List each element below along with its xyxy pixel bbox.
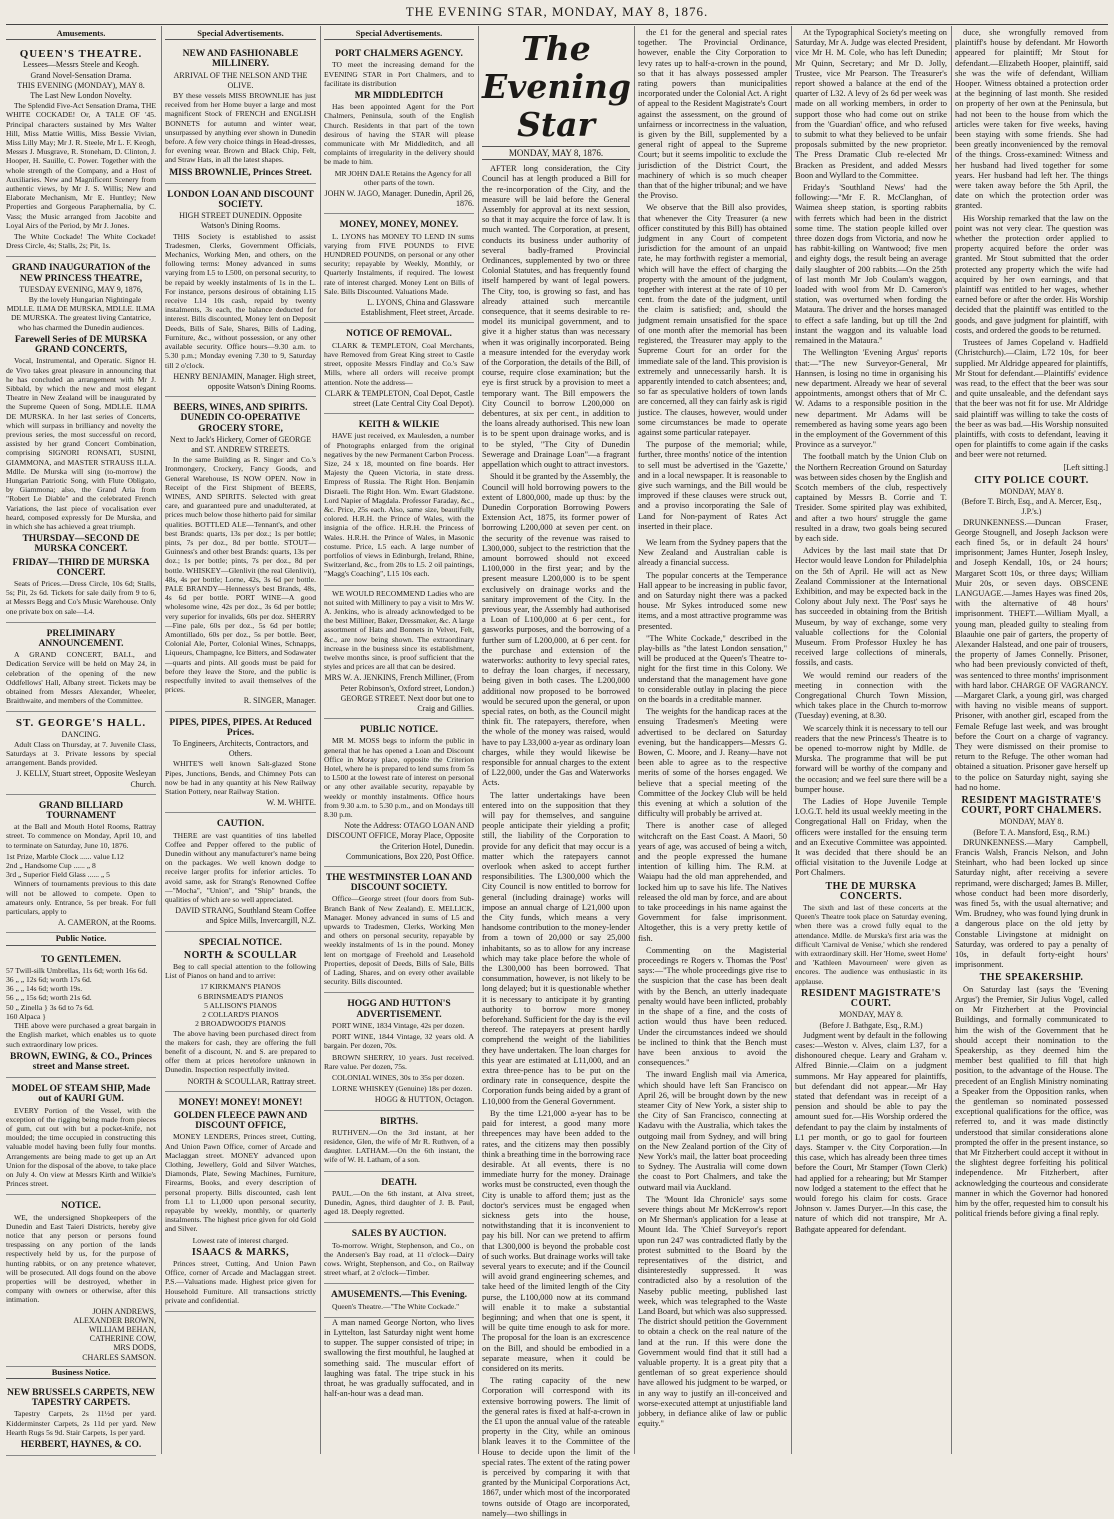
column-4 xyxy=(482,28,631,1518)
keith-wilkie-ad xyxy=(324,414,474,585)
piano-line: 5 ALLISON'S PIANOS xyxy=(204,1000,277,1010)
umbrella-line: 36 „ „ 12s 6d; worth 17s 6d. xyxy=(6,975,92,985)
umbrella-line: 56 „ „ 15s 6d; worth 21s 6d. xyxy=(6,993,92,1003)
billiard-tournament-ad xyxy=(6,795,156,934)
article-subheading: (Before J. Bathgate, Esq., R.M.) xyxy=(819,1020,923,1030)
sales-by-auction xyxy=(324,1223,474,1284)
ad-signature: CHARLES SAMSON. xyxy=(82,1352,156,1362)
princess-theatre-ad xyxy=(6,257,156,622)
umbrella-line: 160 Alpaca } xyxy=(6,1011,46,1021)
ad-body: The White Cockade! The White Cockade! Dress Circle, 4s; Stalls, 2s; Pit, 1s. xyxy=(6,232,156,251)
ad-signature: BROWN, EWING, & CO., Princes street and Manse street. xyxy=(10,1051,152,1072)
section-heading-business: Business Notice. xyxy=(6,1367,156,1379)
dateline: MONDAY, MAY 8, 1876. xyxy=(482,146,630,160)
article-paragraph: Advices by the last mail state that Dr Hector would leave London for Philadelphia on the 5th of April. He will act as New Zealand Commissioner at the International Exhibition, and may be expected back in the Colony about July next. The 'Post' says he has succeeded in obtaining from the British Museum, by way of exchange, some very valuable collections for the Colonial Museum. From Professor Huxley he has received large collections of minerals, fossils, and casts. xyxy=(795,546,947,668)
ad-body: BY these vessels MISS BROWNLIE has just received from her Home buyer a large and most magnificent Stock of FRENCH and ENGLISH BONNETS for autumn and winter wear, unsurpassed by anything ever shown in Dunedin before. A few very choice things in Head-dresses, for evening wear. Brown and Black Chip, Felt, and Straw Hats, in all the latest shapes. xyxy=(165,91,316,165)
millinery-ad xyxy=(165,43,316,184)
ad-signature: J. KELLY, Stuart street, Opposite Wesleyan Church. xyxy=(16,769,156,789)
ad-heading: GOLDEN FLEECE PAWN AND DISCOUNT OFFICE, xyxy=(173,1110,308,1132)
column-3 xyxy=(324,28,474,1454)
ad-heading: GRAND BILLIARD TOURNAMENT xyxy=(38,800,124,822)
ad-body: WE, the undersigned Shopkeepers of the Dunedin and East Taieri Districts, hereby give notice that any person or persons found trespassing on any portion of the lands respectively held by us, for the purpose of hunting rabbits, or on any pretence whatever, will be prosecuted. All dogs found on the above properties will be destroyed, whether in company with owners or otherwise, after this intimation. xyxy=(6,1212,156,1305)
column-2 xyxy=(165,28,316,1454)
ad-body: L. LYONS has MONEY TO LEND IN sums varying from FIVE POUNDS to FIVE HUNDRED POUNDS, on personal or any other security; repayable by Weekly, Monthly, or Quarterly Instalments, if required. The lowest rate of interest charged. Money Lent on Bills of Sale. Bills Discounted. Valuations Made. xyxy=(324,231,474,296)
article-paragraph: We learn from the Sydney papers that the New Zealand and Australian cable is already a financial success. xyxy=(638,537,787,568)
trespass-notice-ad xyxy=(6,1195,156,1366)
piano-line: 17 KIRKMAN'S PIANOS xyxy=(200,982,281,992)
amusements-listing xyxy=(324,1284,474,1317)
article-paragraph: duce, she wrongfully removed from plaintiff's house by defendant. Mr Howorth appeared for plaintiff; Mr Stout for defendant.—Elizabeth Hooper, plaintiff, said she was the wife of defendant, William Hooper. Witness obtained a protection order at the beginning of last month. She resided on property of her own at the Peninsula, but had not been to the house from which the articles were taken for five weeks, having been staying with some friends. She had been greatly inconvenienced by the removal of the things. Cross-examined: Witness and her husband had lived together for some years. Her husband had left her. The things were taken away before the 5th April, the date on which the protection order was granted. xyxy=(955,28,1108,211)
ad-heading: NOTICE OF REMOVAL. xyxy=(346,329,452,340)
removal-notice-ad xyxy=(324,323,474,414)
umbrella-line: 57 Twill-silk Umbrellas, 11s 6d; worth 16s 6d. xyxy=(6,965,148,975)
umbrella-line: 50 „ Zinella } 3s 6d to 7s 6d. xyxy=(6,1002,94,1012)
article-paragraph: At the Typographical Society's meeting on Saturday, Mr A. Judge was elected President, vice Mr H. M. Cole, who has left Dunedin; Mr Quinn, Secretary; and Mr D. Jolly, Trustee, vice Mr Pearson. The Treasurer's report showed a balance at the end of the quarter of L32. A levy of 2s 6d per week was made on all working members, in order to support those who had come out on strike from the 'Guardian' office, and who refused to submit to what they believed to be unfair proposals submitted by the new proprietor. The Press Dramatic Club re-elected Mr Bracken as President, and added Messrs Boon and Wyllard to the Committee. xyxy=(795,28,947,180)
ad-heading: PIPES, PIPES, PIPES. At Reduced Prices. xyxy=(169,717,312,738)
pipes-ad xyxy=(165,712,316,814)
notice-heading: AMUSEMENTS.—This Evening. xyxy=(331,1290,467,1301)
ad-heading: BEERS, WINES, AND SPIRITS. DUNEDIN CO-OPERATIVE GROCERY STORE, xyxy=(173,403,308,434)
piano-line: 6 BRINSMEAD'S PIANOS xyxy=(197,991,284,1001)
article-paragraph: The inward English mail via America, which should have left San Francisco on April 26, will be brought down by the new steamer City of New York, a sister ship to the City of San Francisco, connecting at Kadavu with the Australia, which takes the outgoing mail from Sydney, and will bring on the New Zealand portion of the City of New York's mail, the latter boat proceeding to Sydney. The Australia will come down the coast to Port Chalmers, and take the outward mail via Auckland. xyxy=(638,1070,787,1192)
ad-subheading: Next to Jack's Hickery, Corner of GEORGE and ST. ANDREW STREETS. xyxy=(169,434,312,454)
column-7 xyxy=(955,28,1108,1454)
ad-heading: Farewell Series of DE MURSKA GRAND CONCERTS, xyxy=(14,334,148,356)
ad-signature: ALEXANDER BROWN, xyxy=(73,1315,156,1325)
article-paragraph: The football match by the Union Club on the Northern Recreation Ground on Saturday was between sides chosen by the English and Scotch members of the club, respectively captained by Messrs B. Corrie and T. Tresider. Some spirited play was exhibited, and after a two hours' struggle the game resulted in a draw, two goals being secured by each side. xyxy=(795,452,947,543)
ad-body: WE WOULD RECOMMEND Ladies who are not suited with Millinery to pay a visit to Mrs W. A. Jenkins, who is already acknowledged to be the best Milliner, Baker, Dressmaker, &c. A large assortment of Hats and Bonnets in Velvet, Felt, &c., are now being shown. The extraordinary increase in the business since its establishment, twelve months since, is proof sufficient that the styles and prices are all that can be desired. xyxy=(324,588,474,672)
ad-subheading: HIGH STREET DUNEDIN. Opposite Watson's Dining Rooms. xyxy=(179,211,302,231)
ad-signature: A. CAMERON, at the Rooms. xyxy=(58,918,156,928)
section-heading-special: Special Advertisements. xyxy=(165,28,316,40)
wine-line: BROWN SHERRY, 10 years. Just received. Rare value. Per dozen, 75s. xyxy=(324,1052,474,1071)
column-rule xyxy=(161,26,162,1454)
notice-heading: DEATH. xyxy=(381,1177,417,1188)
ad-subheading: THIS EVENING (MONDAY), MAY 8. xyxy=(17,80,145,90)
port-chalmers-agency-ad xyxy=(324,43,474,214)
ad-body: at the Ball and Mouth Hotel Rooms, Rattray street. To commence on Monday, April 10, and to terminate on Saturday, June 10, 1876. xyxy=(6,822,156,850)
article-paragraph: DRUNKENNESS.—Mary Campbell, Francis Walsh, Francis Nelson, and John Steinhart, who had been locked up since Saturday night, after receiving a severe reprimand, were discharged; James B. Miller, whose conduct had been more disorderly, was fined 5s, with the usual alternative; and Wm. Brudney, who was found lying drunk in a dangerous place on the old jetty by Constable Livingstone at midnight on Saturday, was ordered to pay a penalty of 10s, in default forty-eight hours' imprisonment. xyxy=(955,837,1108,970)
prize-line: 2nd „ Handsome Cup ...... „ 8 xyxy=(6,861,96,871)
ad-heading: NORTH & SCOULLAR xyxy=(183,949,298,961)
article-heading: THE SPEAKERSHIP. xyxy=(979,972,1084,984)
queens-theatre-ad xyxy=(6,43,156,257)
wine-line: COLONIAL WINES, 30s to 35s per dozen. xyxy=(332,1072,465,1082)
article-paragraph: The purpose of the memorial; while, further, three months' notice of the intention to sell must be advertised in the 'Gazette,' and in a local newspaper. It is reasonable to give such warnings, and the Bill would be improved if these clauses were struck out, and a proviso incorporating the Sale of Land for Non-payment of Rates Act inserted in their place. xyxy=(638,440,787,531)
article-paragraph: The Ladies of Hope Juvenile Temple I.O.G.T. held its usual weekly meeting in the Congregational Hall on Friday, when the officers were installed for the ensuing term and an Executive Committee was appointed. It was decided that there should be an official visitation to the Juvenile Lodge at Port Chalmers. xyxy=(795,797,947,878)
article-paragraph: "The White Cockade," described in the play-bills as "the latest London sensation," will be produced at the Queen's Theatre to-night for the first time in this Colony. We understand that the management have gone to considerable outlay in placing the piece on the boards in a creditable manner. xyxy=(638,633,787,704)
ad-heading: THE WESTMINSTER LOAN AND DISCOUNT SOCIETY. xyxy=(325,873,473,894)
ad-heading: QUEEN'S THEATRE. xyxy=(19,48,143,61)
ad-body: Winners of tournaments previous to this date will not be allowed to compete. Open to amateurs only. Entrance, 5s per break. For full particulars, apply to xyxy=(6,879,156,917)
ad-heading: CAUTION. xyxy=(216,819,265,830)
preliminary-announcement-ad xyxy=(6,623,156,713)
article-paragraph: The rating capacity of the new Corporation will correspond with its extensive borrowing powers. The limit of the general rates is fixed at half-a-crown in the £1 upon the annual value of the rateable property in the City, while an ominous blank leaves it to the Committee of the House to decide upon the limit of the special rates. The extent of the rating power is perceived by comparing it with that granted by the Municipal Corporations Act, 1867, under which most of the incorporated towns outside of Otago are incorporated, namely—two shillings in xyxy=(482,1376,630,1518)
ad-heading: PUBLIC NOTICE. xyxy=(359,725,439,736)
pianos-ad xyxy=(165,932,316,1092)
ad-heading: PRELIMINARY ANNOUNCEMENT. xyxy=(38,628,124,649)
ad-subheading: Lessees—Messrs Steele and Keogh. xyxy=(23,60,139,70)
article-paragraph: A man named George Norton, who lives in Lyttelton, last Saturday night went home to supper. The supper consisted of tripe; in swallowing the first mouthful, he laughed at something said. The muscular effort of laughing was fatal. The tripe stuck in his throat, he was gradually suffocated, and in half-an-hour was a dead man. xyxy=(324,1317,474,1399)
beers-wines-ad xyxy=(165,397,316,712)
ad-heading: NEW AND FASHIONABLE MILLINERY. xyxy=(182,49,299,70)
ad-heading: MONEY! MONEY! MONEY! xyxy=(178,1097,303,1108)
ad-signature: WILLIAM BEHAN, xyxy=(88,1324,156,1334)
ad-heading: HOGG AND HUTTON'S ADVERTISEMENT. xyxy=(347,999,451,1020)
ad-signature: Note the Address: OTAGO LOAN AND DISCOUNT OFFICE, Moray Place, Opposite the Criterion Hotel, Dunedin. Communications, Box 220, Post Office. xyxy=(326,821,474,861)
article-paragraph: Should it be granted by the Assembly, the Council will hold borrowing powers to the extent of L800,000, made up thus: by the Dunedin Corporation Borrowing Powers Extension Act, 1875, its former power of borrowing L200,000 at seven per cent. on the security of the revenue was raised to L300,000, subject to the restriction that the amount borrowed should not exceed L100,000 in the first year; and by the present measure L200,000 is to be spent exclusively on drainage works and the sanitary improvement of the City. In the previous year, the Assembly had authorised a Loan of L100,000 at 6 per cent., for gasworks purposes, and the borrowing of a further sum of L200,000, at 6 per cent. for the purchase and extension of the waterworks: authority to levy special rates, to defray the loan charges, if necessary, being given in both cases. The L200,000 additional now proposed to be borrowed would be secured upon the general, or upon special rates, on both, as the Council might think fit. The ratepayers, therefore, when the whole of the money was raised, would have to pay L33,000 a-year as ordinary loan charges, while they would likewise be responsible for annual charges to the extent of L22,000, under the Gas and Waterworks Acts. xyxy=(482,472,630,788)
ad-heading: MODEL OF STEAM SHIP, Made out of KAURI GUM. xyxy=(11,1084,151,1105)
moss-public-notice-ad xyxy=(324,719,474,867)
ad-body: THIS Society is established to assist Tradesmen, Clerks, Government Officials, Mechanics, Working Men, and others, on the following terms: Money advanced in sums varying from L5 to L500, on personal security, to be repaid by weekly instalments of 1s in the L. For instance, persons desirous of obtaining L15 receive L14 10s cash, repaid by twenty instalments, 3s each, the balance deducted for interest. Bills discounted, Money lent on Deposit Deeds, Bills of Sale, Shares, Bills of Lading, Furniture, &c., without possession, or any other available security. Office hours—9.30 a.m. to 5.30 p.m.; Monday evening 7.30 to 9, Saturday till 2 o'clock. xyxy=(165,231,316,370)
ad-signature: L. LYONS, China and Glassware Establishment, Fleet street, Arcade. xyxy=(360,298,474,318)
ad-heading: ST. GEORGE'S HALL. xyxy=(15,717,147,730)
article-paragraph: the £1 for the general and special rates together. The Provincial Ordinance, however, enable the City Corporation to levy rates up to half-a-crown in the pound, so that it has always possessed ampler rating powers than municipalities incorporated under the Colonial Act. A right of appeal to the Resident Magistrate's Court against the assessment, on the ground of unfairness or incorrectness in the valuation, is given by the Bill, supplemented by a general right of appeal to the Supreme Court; but it seems impolitic to exclude the jurisdiction of the District Court, the machinery of which is so much cheaper than that of the higher tribunal; and we have the Proviso. xyxy=(638,28,787,201)
piano-line: 2 COLLARD'S PIANOS xyxy=(202,1010,279,1020)
jenkins-millinery-ad xyxy=(324,586,474,720)
ad-body: Tapestry Carpets, 2s 11½d per yard. Kidderminster Carpets, 2s 11d per yard. New Hearth Rugs 5s 9d. Stair Carpets, 1s per yard. xyxy=(6,1409,156,1437)
ad-signature: HOGG & HUTTON, Octagon. xyxy=(374,1095,474,1105)
st-georges-hall-ad xyxy=(6,712,156,794)
ad-signature: MRS DODS, xyxy=(113,1343,156,1353)
ad-body: TO meet the increasing demand for the EVENING STAR in Port Chalmers, and to facilitate its distribution xyxy=(324,60,474,88)
umbrellas-ad xyxy=(6,949,156,1078)
ad-body: MR M. MOSS begs to inform the public in general that he has opened a Loan and Discount Office in Moray place, opposite the Criterion Hotel, where he is prepared to lend sums from 5s to L500 at the lowest rate of interest on personal or any other available security, repayable by weekly or monthly instalments. Office hours from 9.30 a.m. to 5.30 p.m., and on Mondays till 8.30 p.m. xyxy=(324,736,474,820)
piano-line: 2 BROADWOOD'S PIANOS xyxy=(195,1019,286,1029)
article-paragraph: We would remind our readers of the meeting in connection with the Congregational Church Town Mission, which takes place in the Church to-morrow (Tuesday) evening, at 8.30. xyxy=(795,670,947,721)
births-notice xyxy=(324,1111,474,1172)
ad-subheading: To Engineers, Architects, Contractors, and Others. xyxy=(172,739,309,759)
column-rule xyxy=(478,26,479,1454)
article-paragraph: The weights for the handicap races at the ensuing Tradesmen's Meeting were advertised to be declared on Saturday evening, but the handicappers—Messrs G. Bowen, C. Moore, and J. Reany—have not been able to agree as to the respective merits of some of the horses engaged. We believe that a special meeting of the Committee of the Jockey Club will be held this evening at which a solution of the difficulty will probably be arrived at. xyxy=(638,707,787,819)
ad-body: The Splendid Five-Act Sensation Drama, THE WHITE COCKADE! Or, A TALE OF '45. Principal characters sustained by Mrs Walter Hill, Miss Mattie Willis, Miss Bessie Vivian, Miss Lilly May; Mr J. R. Steele, Mr L. F. Keogh, Messrs J. Musgrave, R. Stoneham, D. Clinton, J. Hooper, H. Sauille, C. Power. Together with the whole strength of the Company, and a Host of Auxiliaries. New and Magnificent Scenery from authentic views, by Mr J. S. Willis; New and Elaborate Mechanism, Mr E. Huntley; New Properties and Gorgeous Paraphernalia, by C. Vass; the Music arranged from Jacobite and Loyal Airs of the Period, by Mr J. Jones. xyxy=(6,101,157,230)
column-rule xyxy=(634,26,635,1454)
ad-body: Beg to call special attention to the following List of Pianos on hand and to arrive: xyxy=(165,962,316,981)
ad-body: HAVE just received, ex Maulesden, a number of Photographs enlarged from the original negatives by the new Permanent Carbon Process. Size, 24 x 18, mounted on fine boards. Her Majesty the Queen Victoria, in state dress. Empress of Russia. The Right Hon. Benjamin Disraeli. The Right Hon. Wm. Ewart Gladstone. Lord Napier of Magdala. Professor Faraday, &c., &c. Price, 25s each. Also, same size, beautifully colored. H.R.H. the Prince of Wales, with the insignia of the office. H.R.H. the Princess of Wales. H.R.H. the Prince of Wales, in Masonic costume. Price, L5 each. A large number of portfolios of views in Edinburgh, Ireland, Rhine, Switzerland, &c., from 20s to L5. 2 oil paintings, "Magg's Coaching", L15 10s each. xyxy=(324,431,474,579)
prize-line: 3rd „ Superior Field Glass ...... „ 5 xyxy=(6,870,110,880)
section-heading-amusements: Amusements. xyxy=(6,28,156,40)
ad-body: Adult Class on Thursday, at 7. Juvenile Class, Saturdays at 3. Private lessons by special arrangement. Bands provided. xyxy=(6,739,156,768)
london-loan-ad xyxy=(165,184,316,397)
column-6 xyxy=(795,28,947,1454)
ad-signature: CATHERINE COW, xyxy=(89,1334,156,1344)
article-paragraph: The 'Mount Ida Chronicle' says some severe things about Mr McKerrow's report on Mr Sherman's application for a lease at Mount Ida. The 'Chief Surveyor's report upon run 247 was contradicted flatly by the protest submitted to the Board by the representatives of the district, and disinterestedly suppressed. It was contradicted also by a resolution of the Naseby public meeting, published last week, which was telegraphed to the Waste Land Board, but which was also suppressed. The district should petition the Government to obtain a check on the real nature of the land at the run. If this were done the Government would find that it still had a valuable property. It is a great pity that a gentleman of so great experience should have allowed his judgment to be warped, or in any way to justify an ill-conceived and worse-executed attempt at unjustifiable land jobbery, in defiance alike of law or public equity." xyxy=(638,1194,787,1429)
wine-line: PORT WINE, 1834 Vintage, 42s per dozen. xyxy=(332,1020,465,1030)
article-subheading: MONDAY, MAY 8. xyxy=(839,1010,903,1020)
article-paragraph: The Wellington 'Evening Argus' reports that:—"The new Surveyor-General, Mr Hannsen, is losing no time in organising his new department. Already we hear of several appointments, amongst others that of Mr C. W. Adams to a responsible position in the new department. Mr Adams will be remembered as having some years ago been in the employment of the Government of this Province as a surveyor." xyxy=(795,348,947,450)
section-heading-special: Special Advertisements. xyxy=(324,28,474,40)
ad-heading: GRAND INAUGURATION of the NEW PRINCESS THEATRE, xyxy=(11,263,151,284)
left-sitting-note: [Left sitting.] xyxy=(1063,462,1108,472)
model-steam-ship-ad xyxy=(6,1078,156,1195)
ad-body: Seats of Prices.—Dress Circle, 10s 6d; Stalls, 5s; Pit, 2s 6d. Tickets for sale daily from 9 to 6, at Messrs Begg and Co's Music Warehouse. Only one private box on sale—L4. xyxy=(6,578,156,616)
article-paragraph: The popular concerts at the Temperance Hall appear to be increasing in public favor, and on Saturday night there was a packed house. Mr Sykes introduced some new items, and a most attractive programme was presented. xyxy=(638,570,787,631)
lyons-money-ad xyxy=(324,214,474,323)
umbrella-line: 36 „ „ 14s 6d; worth 19s. xyxy=(6,984,83,994)
death-notice xyxy=(324,1172,474,1224)
column-rule xyxy=(951,26,952,1454)
notice-heading: BIRTHS. xyxy=(380,1116,418,1127)
article-paragraph: AFTER long consideration, the City Council has at length produced a Bill for the re-incorporation of the City, and the measure will be laid before the General Assembly for approval at its next session, so that it may acquire the force of law. It is much wanted. The Corporation, at present, conducts its business under authority of several badly-framed Provincial Ordinances, supplemented by two or three Colonial Statutes, and has frequently found itself hampered by want of legal powers. The City, too, is growing so fast, and has already attained such mercantile consequence, that it seems desirable to re-model its municipal government, and to give it a higher status than was necessary when it was originally incorporated. Being a measure intended for the everyday work of the Corporation, the details of the Bill, of course, require close examination; but the eye is first struck by a provision to meet a temporary want. The Bill empowers the City Council to borrow L200,000 on debentures, at six per cent., in addition to the loans already authorised. This new loan is to be spent upon drainage works, and is to be styled, "The City of Dunedin Sewerage and Drainage Loan"—a fragrant appellation which ought to attract investors. xyxy=(482,164,630,470)
ad-heading: KEITH & WILKIE xyxy=(358,420,440,431)
ad-body: MR JOHN DALE Retains the Agency for all other parts of the town. xyxy=(334,168,472,187)
article-paragraph: Trustees of James Copeland v. Hadfield (Christchurch).—Claim, L72 10s, for beer supplied. Mr Aldridge appeared for plaintiffs, Mr Stout for defendant.—Plaintiffs' evidence was read, to the effect that the beer was sour and quite unsaleable, and the defendant says that the beer was not fit for use. Mr Aldridge said plaintiff was willing to take the costs of the beer as was bad.—His Worship nonsuited plaintiffs, with costs to defendant, leaving it open for plaintiffs to come again if the casks and beer were not returned. xyxy=(955,338,1108,460)
article-heading: RESIDENT MAGISTRATE'S COURT. xyxy=(801,987,941,1010)
article-paragraph: DRUNKENNESS.—Duncan Fraser, George Stougnell, and Joseph Jackson were each fined 5s, or in default 24 hours' imprisonment; James Hunter, Joseph Insley, and Joseph Kendall, 10s, or 24 hours; Margaret Scott 10s, or three days; William Muir 20s, or seven days. OBSCENE LANGUAGE.—James Hayes was fined 20s, with the alternative of 48 hours' imprisonment. THEFT.—William Myall, a young man, pleaded guilty to stealing from Blaauhie one pair of garters, the property of Alexander Halstead, and one pair of trousers, the property of James Connelly. Prisoner, who had been previously convicted of theft, was sentenced to three months' imprisonment with hard labor. CHARGE OF VAGRANCY.—Margaret Clark, a young girl, was charged with having no visible means of support. Prisoner, with another girl, escaped from the Female Refuge last week, and was brought before the Court on a charge of vagrancy. They were dismissed on their promise to return to the Refuge. The other woman had obtained a situation. Prisoner gave herself up to the police on Saturday night, saying she had no home. xyxy=(955,517,1108,792)
ad-heading: PORT CHALMERS AGENCY. xyxy=(335,49,463,60)
article-heading: THE DE MURSKA CONCERTS. xyxy=(825,880,917,902)
ad-body: WHITE'S well known Salt-glazed Stone Pipes, Junctions, Bends, and Chimney Pots can now be had in any quantity at his New Railway Station Pottery, near Railway Station. xyxy=(165,759,316,797)
ad-signature: HENRY BENJAMIN, Manager. High street, opposite Watson's Dining Rooms. xyxy=(173,371,316,391)
notice-heading: SALES BY AUCTION. xyxy=(351,1229,447,1240)
ad-body: A GRAND CONCERT, BALL, and Dedication Service will be held on May 24, in celebration of the opening of the new Oddfellows' Hall, Albany street. Tickets may be obtained from Messrs Alexander, Wheeler, Braithwaite, and members of the Committee. xyxy=(6,650,156,706)
ad-body: Lowest rate of interest charged. xyxy=(192,1235,289,1245)
ad-body: In the same Building as R. Singer and Co.'s Ironmongery, Crockery, Fancy Goods, and General Warehouse, IS NOW OPEN. Now in Receipt of the First Shipment of BEERS, WINES, AND SPIRITS. Selected with great care, and guaranteed pure and unadulterated, at prices much below those hitherto paid for similar qualities. BOTTLED ALE—Tennant's, and other best Brands: quarts, 13s per doz.; 1s per bottle; pints, 7s per doz., 8d per bottle. STOUT—Guinness's and other best Brands: quarts, 13s per doz.; 1s per bottle; pints, 7s per doz., 8d per bottle. WHISKEY—Glenlivit (the real Glenlivit), 48s, 4s per bottle; Lorne, 42s, 3s 6d per bottle. PALE BRANDY—Hennessy's best Brands, 48s, 4s 6d per bottle. PORT WINE—A good wholesome wine, 42s per doz., 3s 6d per bottle; very superior for invalids, 60s per doz. SHERRY—Fine pale, 60s per doz., 5s 6d per bottle; Amontillado, 60s per doz., 5s per bottle. Beer, Colonial Ale, Porter, Colonial Wines, Schnapps, Liqueurs, Champagne, Ice Bitters, and Sodawater—quarts and pints. All goods must be paid for before they leave the Store, and the public is respectfully invited to avail themselves of the prices. xyxy=(165,455,316,695)
ad-body: THERE are vast quantities of tins labelled Coffee and Pepper offered to the public of Dunedin without any manufacturer's name being on the packages. We well known dodge to receive larger profits for inferior articles. To avoid same, ask for Strang's Renowned Coffee—"Mocha", "Union", and "Ship" brands, the qualities of which are so well appreciated. xyxy=(165,830,316,905)
masthead: The Evening Star xyxy=(482,29,631,144)
article-subheading: (Before T. Birch, Esq., and A. Mercer, Esq., J.P.'s.) xyxy=(961,497,1102,517)
ad-subheading: The Last New London Novelty. xyxy=(30,91,132,101)
article-paragraph: Judgment went by default in the following cases:—Weston v. Alves, claim L37, for a dishonoured cheque. Leary and Graham v. Alfred Binnie.—Claim on a judgment summons. Mr Hay appeared for plaintiffs, but defendant did not appear.—Mr Hay stated that defendant was in receipt of a pension and should be able to pay the amount sued for.—His Worship ordered the defendant to pay the claim by instalments of L1 per month, or go to gaol for fourteen days. Stamper v. the City Corporation.—In this case, which has already been three times before the Court, Mr Stamper (Town Clerk) had applied for a rehearing; but Mr Stamper now lodged a statement to the effect that he would forego his claim for costs. Grace Johnson v. James Duryer.—In this case, the nature of which did not transpire, Mr A. Bathgate appeared for defendant. xyxy=(795,1030,947,1234)
ad-signature: CLARK & TEMPLETON, Coal Depot, Castle street (Late Central City Coal Depot). xyxy=(324,388,474,408)
ad-signature: JOHN ANDREWS, xyxy=(92,1306,156,1316)
article-heading: CITY POLICE COURT. xyxy=(974,474,1089,486)
ad-signature: MRS W. A. JENKINS, French Milliner, (From Peter Robinson's, Oxford street, London.) GEORGE STREET. Next door but one to Craig and Gillies. xyxy=(324,673,474,713)
ad-signature: NORTH & SCOULLAR, Rattray street. xyxy=(187,1076,316,1086)
notice-body: PAUL.—On the 6th instant, at Alva street, Dunedin, Agnes, third daughter of J. B. Paul, aged 18. Deeply regretted. xyxy=(324,1188,474,1217)
ad-body: MONEY LENDERS, Princes street, Cutting, And Union Pawn Office, corner of Arcade and Maclaggan street. MONEY advanced upon Clothing, Jewellery, Gold and Silver Watches, Diamonds, Plate, Sewing Machines, Furniture, Firearms, Books, and every description of personal property. Bills discounted, cash lent from L1 to L1,000 upon personal security, repayable by weekly, monthly, or quarterly instalments. The highest price given for old Gold and Silver. xyxy=(165,1132,316,1234)
ad-heading: ISAACS & MARKS, xyxy=(191,1246,290,1258)
top-rule xyxy=(6,24,1108,25)
ad-body: THE above were purchased a great bargain in the English market, which enables us to quote such extraordinary low prices. xyxy=(6,1021,156,1049)
column-5 xyxy=(638,28,787,1454)
ad-body: By the lovely Hungarian Nightingale MDLLE. ILMA DE MURSKA, MDLLE. ILMA DE MURSKA. The greatest living Cantatrice, who has charmed the Dunedin audiences. xyxy=(6,295,156,332)
ad-body: Princes street, Cutting, And Union Pawn Office, corner of Arcade and Maclaggan street. P.S.—Valuations made. Highest price given for Household Furniture. All transactions strictly private and confidential. xyxy=(165,1258,316,1305)
ad-signature: R. SINGER, Manager. xyxy=(243,696,316,706)
westminster-loan-ad xyxy=(324,867,474,993)
ad-heading: NEW BRUSSELS CARPETS, NEW TAPESTRY CARPETS. xyxy=(7,1388,155,1409)
article-paragraph: His Worship remarked that the law on the point was not very clear. The question was whether the protection order applied to property acquired before the order was granted. Mr Stout submitted that the order protected any property which the wife had acquired by her own earnings, and that plaintiff was entitled to her wages, whether earned before or after the order. His Worship decided that the plaintiff was entitled to the goods, and gave judgment for plaintiff, with costs, and ordered the goods to be returned. xyxy=(955,213,1108,335)
ad-heading: LONDON LOAN AND DISCOUNT SOCIETY. xyxy=(167,189,314,211)
article-paragraph: The latter undertakings have been entered into on the supposition that they will pay for themselves, and sanguine people anticipate their yielding a profit; still, the liability of the Corporation to provide for any deficit that may occur is a matter which the ratepayers cannot overlook when asked to accept further responsibilities. The L300,000 which the City Council is now entitled to borrow for general (including drainage) works will impose an annual charge of L21,000 upon the City funds, which means a very handsome contribution to the money-lender from a town of 20,000 or say 25,000 inhabitants, so as to allow for any increase which may take place before the whole of the L300,000 has been borrowed. That consummation, however, is not likely to be long delayed; but it is questionable whether it is necessary to anticipate it by granting authority to borrow more money beforehand. Sufficient for the day is the evil thereof. The ratepayers at present hardly comprehend the weight of the liabilities they have undertaken. The loan charges for this year are estimated at L11,000, and an extra three-pence has to be put on the ordinary rate in consequence, despite the Corporation funds being aided by a grant of L10,000 from the General Government. xyxy=(482,790,630,1106)
article-subheading: MONDAY, MAY 8. xyxy=(999,817,1064,827)
ad-subheading: ARRIVAL OF THE NELSON AND THE OLIVE. xyxy=(173,70,308,90)
running-head: THE EVENING STAR, MONDAY, MAY 8, 1876. xyxy=(405,4,709,19)
notice-body: RUTHVEN.—On the 3rd instant, at her residence, Glen, the wife of Mr R. Ruthven, of a daughter. LATHAM.—On the 6th instant, the wife of W. H. Latham, of a son. xyxy=(324,1127,474,1165)
ad-heading: SPECIAL NOTICE. xyxy=(199,937,282,948)
golden-fleece-ad xyxy=(165,1092,316,1312)
ad-heading: MR MIDDLEDITCH xyxy=(354,91,444,102)
ad-heading: NOTICE. xyxy=(61,1201,101,1212)
article-subheading: (Before T. A. Mansford, Esq., R.M.) xyxy=(973,827,1090,837)
wine-line: LORNE WHISKEY (Genuine) 18s per dozen. xyxy=(332,1084,473,1094)
column-rule xyxy=(320,26,321,1454)
ad-body: Has been appointed Agent for the Port Chalmers, Peninsula, south of the English Church. Residents in that part of the town desirous of having the STAR will please communicate with Mr Middleditch, and all complaints of irregularity in the delivery should be made to him. xyxy=(324,102,474,167)
carpets-ad xyxy=(6,1382,156,1456)
ad-subheading: Grand Novel-Sensation Drama. xyxy=(30,70,132,80)
article-paragraph: Friday's 'Southland News' had the following:—"Mr F. R. McClanghan, of Waimea sheep station, is sporting rabbits with ferrets which had been in the district some time. The station people killed over three dozen dogs from Victoria, and now he has rabbit-killing on Wantwood; five men and eighty dogs, the result being an average daily slaughter of 200 rabbits.—On the 25th of last month Mr Job Coulam's waggon, loaded with wool from Mr D. Cameron's station, was overturned when fording the Mataura. The driver and the horses managed to effect a safe landing, but up till the 2nd instant the waggon and its valuable load remained in the Mataura." xyxy=(795,183,947,346)
ad-body: Office—George street (four doors from Sub-Branch Bank of New Zealand). E. MELLICK, Manager. Money advanced in sums of L5 and upwards to Tradesmen, Clerks, Working Men and others on personal security, repayable by weekly instalments of 1s in the pound. Money lent on mortgage of Freehold and Leasehold Properties, deposit of Deeds, Bills of Sale, Bills of Lading, Shares, and on every other available security. Bills discounted. xyxy=(324,894,474,987)
ad-signature: W. M. WHITE. xyxy=(266,798,316,808)
column-1 xyxy=(6,28,156,1454)
column-rule xyxy=(791,26,792,1454)
article-paragraph: The sixth and last of these concerts at the Queen's Theatre took place on Saturday evening, when there was a crowd fully equal to the attendance. Mdlle. de Murska's first aria was the difficult 'Carnival de Venise,' which she rendered with extraordinary skill. Her 'Home, sweet Home' and 'Kathleen Mavourneen' were given as encores. The audience was enthusiastic in its applause. xyxy=(795,903,947,986)
article-paragraph: We observe that the Bill also provides, that whenever the City Treasurer (a new officer constituted by this Bill) has obtained judgment in any Court of competent jurisdiction for the amount of an unpaid rate, he may forthwith register a memorial, which will have the effect of charging the property with the amount of the judgment, together with interest at the rate of 10 per cent. from the date of the judgment, until the claim is satisfied; and, should the judgment remain unsatisfied for the space of one month after the memorial has been registered, the Treasurer may apply to the Supreme Court for an order for the immediate sale of the land. This provision is extremely and unnecessarily harsh. It is apparently intended to catch absentees; and, so far as speculative holders of town lands are concerned, all they can fairly ask is rigid justice. The clauses, however, would under some circumstances be made to operate against some particular ratepayer. xyxy=(638,203,787,437)
article-heading: RESIDENT MAGISTRATE'S COURT, PORT CHALMERS. xyxy=(961,795,1102,817)
wine-line: PORT WINE, 1844 Vintage, 32 years old. A bargain. Per dozen, 70s. xyxy=(324,1032,474,1051)
article-paragraph: On Saturday last (says the 'Evening Argus') the Premier, Sir Julius Vogel, called on Mr Fitzherbert at the Provincial Buildings, and formally communicated to him the wish of the Government that he should accept their nomination to the Speakership, as they deemed him the member best qualified to fill that high position, to the advantage of the House. The precedent of an English Ministry nominating a Speaker from the Opposition ranks, when the gentleman so nominated possessed exceptional qualifications for the office, was referred to, and it was made distinctly understood that similar considerations alone prompted the offer in the present instance, so that Mr Fitzherbert could accept it without in the slightest degree forfeiting his political independence. Mr Fitzherbert, after acknowledging the courteous and considerate manner in which the Governor had honored him by the offer, requested him to consult his political friends before giving a final reply. xyxy=(955,984,1108,1219)
article-paragraph: There is another case of alleged witchcraft on the East Coast. A Maori, 50 years of age, was accused of being a witch, and the people expressed the humane intention of killing him. The R.M. at Waiapu had the old man apprehended, and locked him up to save his life. The Natives released the old man by force, and are about to take proceedings in his name against the Government for false imprisonment. Altogether, this is a very pretty kettle of fish. xyxy=(638,821,787,943)
article-paragraph: Commenting on the Magisterial proceedings re Rogers v. Thomas the 'Post' says:—"The whole proceedings give rise to the suspicion that the case has been dealt with by the Bench, an utterly inadequate penalty would have been inflicted, probably in the shape of a fine, and the costs of action would thus have been reduced. Under the circumstances indeed we should be inclined to think that the Bench must have been anxious to avoid the consequences." xyxy=(638,945,787,1068)
notice-body: To-morrow. Wright, Stephenson, and Co., on the Andersen's Bay road, at 11 o'clock—Dairy cows. Wright, Stephenson, and Co., on Railway street wharf, at 2 o'clock—Timber. xyxy=(324,1240,474,1278)
article-paragraph: By the time L21,000 a-year has to be paid for interest, a good many more threepences may have been added to the rates, and the citizens may then possibly think a breathing time in the borrowing race desirable. At all events, there is no immediate hurry for the money. Drainage works must be constructed, even though the City is unable to afford them; just as the doctor's services must be engaged when sickness gets into the house, notwithstanding that it is inconvenient to pay his bill. Nor can we pretend to affirm that L300,000 is beyond the probable cost of such works. But drainage works will take several years to execute; and if the Council will avoid grand engineering schemes, and take heed of the limited length of the City purse, the L100,000 now at its command will enable it to make a substantial beginning; and when that one is spent, it will be quite time enough to ask for more. The proposal for the loan is an excrescence on the Bill, and should be embodied in a separate measure, when it could be considered on its merits. xyxy=(482,1108,630,1373)
ad-signature: HERBERT, HAYNES, & CO. xyxy=(20,1440,142,1451)
ad-heading: FRIDAY—THIRD DE MURSKA CONCERT. xyxy=(12,557,150,578)
ad-heading: THURSDAY—SECOND DE MURSKA CONCERT. xyxy=(22,534,140,555)
ad-body: EVERY Portion of the Vessel, with the exception of the rigging being made from pieces of gum, cut out with but a pocket-knife, not moulded; the time occupied in constructing this valuable model having been fully four months. Arrangements are being made to get up an Art Union for the disposal of the above, to take place on July 4. On view at Messrs Kirth and Wilkie's Princes street. xyxy=(6,1105,156,1189)
prize-line: 1st Prize, Marble Clock ...... value L12 xyxy=(6,851,124,861)
article-paragraph: We scarcely think it is necessary to tell our readers that the new Princess's Theatre is to be opened to-morrow night by Mdlle. de Murska. The programme that will be put forward will be worthy of the company and the occasion; and we feel sure there will be a bumper house. xyxy=(795,723,947,794)
section-heading-public-notice: Public Notice. xyxy=(6,933,156,945)
ad-body: Vocal, Instrumental, and Operatic. Signor H. de Vivo takes great pleasure in announcing that he has concluded an arrangement with Mr J. Sibbald, by which the new and most elegant Theatre in New Zealand will be inaugurated by the Supreme Queen of Song, MDLLE. ILMA DE MURSKA. In her last series of Concerts, which will surpass in brilliancy and novelty the previous series, the most successful on record, assisted by her grand Concert Combination, comprising SIGNORI RONSATI, SUSINI, GIAMMONA, and MASTER STRAUSS ILLA. Mdlle. De Murska will sing (to-morrow) the Hungarian Patriotic Song, with Flute Obligato, by Giammona; also, the Grand Aria from "Robert Le Diable" and the celebrated French Variations, the last piece of vocalisation ever heard, composed expressly for De Murska, and in which she has achieved a great triumph. xyxy=(6,356,156,531)
notice-body: Queen's Theatre.—"The White Cockade." xyxy=(332,1301,460,1311)
ad-body: CLARK & TEMPLETON, Coal Merchants, have Removed from Great King street to Castle street, opposite Messrs Findlay and Co.'s Saw Mills, where all orders will receive prompt attention. Note the address— xyxy=(324,340,474,387)
hogg-hutton-ad xyxy=(324,993,474,1110)
article-subheading: MONDAY, MAY 8. xyxy=(999,486,1064,496)
ad-heading: MONEY, MONEY, MONEY. xyxy=(339,220,459,231)
ad-signature: JOHN W. JAGO, Manager. Dunedin, April 26, 1876. xyxy=(324,189,474,209)
ad-signature: MISS BROWNLIE, Princes Street. xyxy=(169,167,312,178)
caution-ad xyxy=(165,813,316,931)
ad-signature: DAVID STRANG, Southland Steam Coffee and Spice Mills, Invercargill, N.Z. xyxy=(175,906,316,926)
ad-subheading: DANCING. xyxy=(61,729,101,739)
ad-heading: TO GENTLEMEN. xyxy=(40,954,122,965)
ad-subheading: TUESDAY EVENING, MAY 9, 1876, xyxy=(19,284,143,294)
ad-body: The above having been purchased direct from the makers for cash, they are offering the full benefit of a discount, N. and S. are prepared to offer them at prices heretofore unknown in Dunedin. Inspection respectfully invited. xyxy=(165,1028,316,1075)
